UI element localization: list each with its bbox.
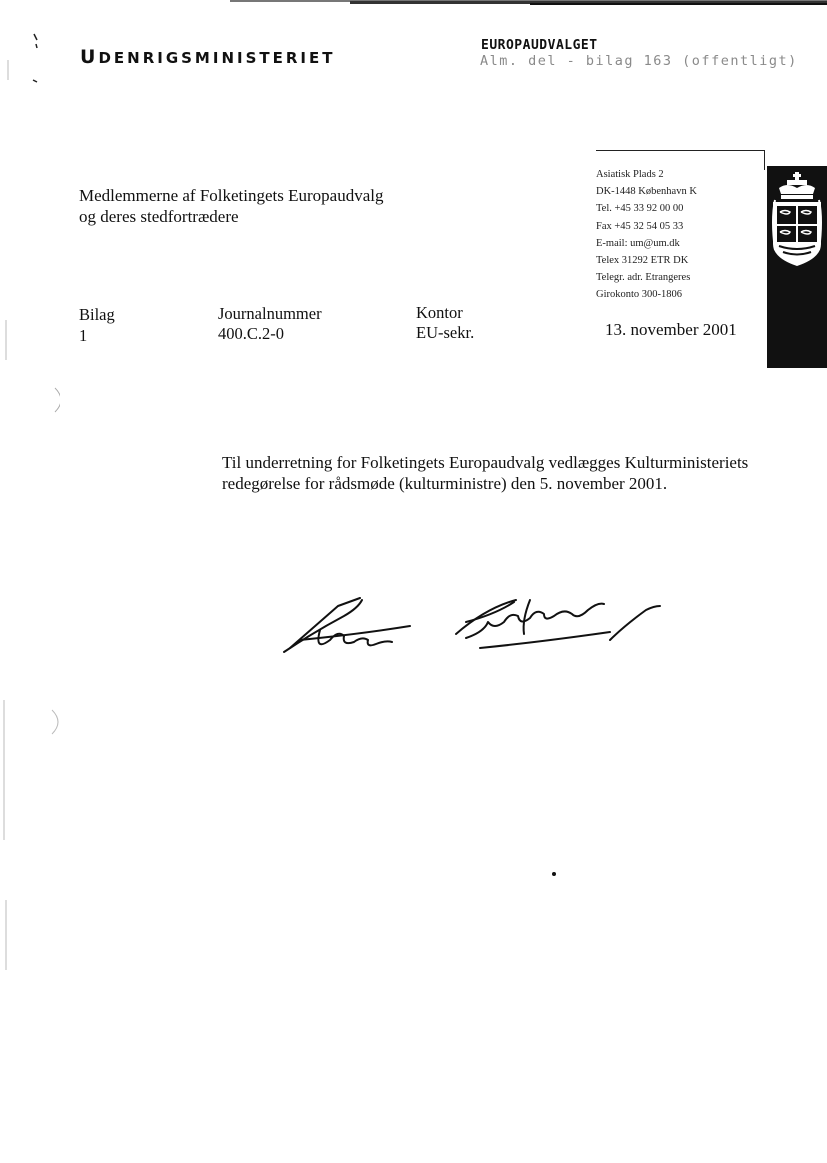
body-line: redegørelse for rådsmøde (kulturministre) den 5. november 2001. <box>222 474 668 493</box>
address-line: Tel. +45 33 92 00 00 <box>596 203 684 215</box>
letter-date: 13. november 2001 <box>605 320 737 339</box>
body-line: Til underretning for Folketingets Europaudvalg vedlægges Kulturministeriets <box>222 453 749 472</box>
address-line: DK-1448 København K <box>596 186 697 198</box>
bilag-value: 1 <box>79 326 88 345</box>
coat-of-arms-icon <box>767 166 827 368</box>
address-line: E-mail: um@um.dk <box>596 237 680 249</box>
bilag-label: Bilag <box>79 305 115 324</box>
address-rule-vertical <box>764 150 765 170</box>
scan-edge-strip <box>230 0 827 6</box>
address-rule <box>596 150 764 151</box>
address-line: Fax +45 32 54 05 33 <box>596 220 684 232</box>
scan-speck <box>550 870 558 878</box>
ministry-name <box>80 46 335 68</box>
address-line: Telex 31292 ETR DK <box>596 255 689 267</box>
handwritten-signature <box>280 590 670 660</box>
ministry-rest: DENRIGSMINISTERIET <box>98 49 336 67</box>
committee-name: EUROPAUDVALGET <box>481 38 598 53</box>
sender-address <box>596 166 756 304</box>
recipient-line: og deres stedfortrædere <box>79 207 239 226</box>
archive-stamp: Alm. del - bilag 163 (offentligt) <box>480 53 798 69</box>
office-value: EU-sekr. <box>416 323 475 342</box>
coat-of-arms-bar <box>767 166 827 368</box>
ministry-initial: U <box>80 46 99 68</box>
journal-number-value: 400.C.2-0 <box>218 324 284 343</box>
address-line: Telegr. adr. Etrangeres <box>596 272 691 284</box>
scan-margin-marks <box>0 20 60 1140</box>
address-line: Asiatisk Plads 2 <box>596 169 664 180</box>
recipient-block <box>79 185 459 227</box>
journal-number-label: Journalnummer <box>218 304 322 323</box>
recipient-line: Medlemmerne af Folketingets Europaudvalg <box>79 186 384 205</box>
letter-body <box>222 452 782 494</box>
address-line: Girokonto 300-1806 <box>596 289 683 301</box>
office-label: Kontor <box>416 303 463 322</box>
